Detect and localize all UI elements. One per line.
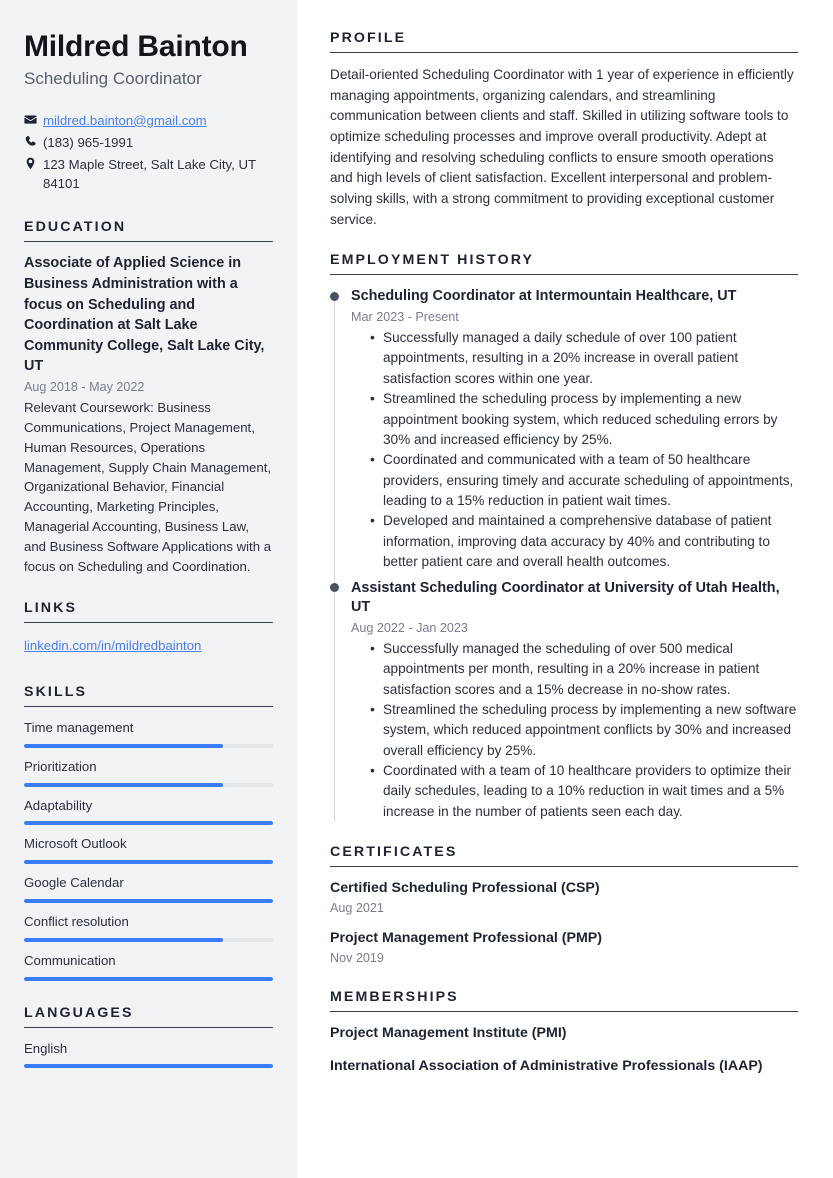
employment-timeline xyxy=(330,287,798,822)
list-item xyxy=(24,796,273,826)
section-divider xyxy=(330,274,798,275)
timeline-dot-icon xyxy=(330,292,339,301)
list-item: • Developed and maintained a comprehensive database of patient information, improving data accuracy by 40% and contributing to better patient care and overall health outcomes. xyxy=(370,511,798,572)
section-memberships xyxy=(330,989,798,1077)
contact-phone-text: (183) 965-1991 xyxy=(43,134,134,150)
employment-date: Mar 2023 - Present xyxy=(351,309,459,324)
employment-entry xyxy=(330,287,798,572)
employment-entry xyxy=(330,579,798,823)
section-skills-heading: SKILLS xyxy=(24,684,88,701)
phone-icon xyxy=(24,133,43,148)
skill-label: Google Calendar xyxy=(24,875,124,891)
skill-label: Conflict resolution xyxy=(24,914,129,930)
skill-level-bar xyxy=(24,938,273,942)
skill-level-fill xyxy=(24,938,223,942)
section-employment-history xyxy=(330,252,798,822)
skill-level-bar xyxy=(24,977,273,981)
list-item: • Successfully managed the scheduling of over 500 medical appointments per month, resulting in a 20% increase in patient satisfaction scores and a 15% decrease in no-show rates. xyxy=(370,639,798,700)
section-certificates-heading: CERTIFICATES xyxy=(330,844,458,861)
skill-level-fill xyxy=(24,821,273,825)
main-column xyxy=(297,0,833,1178)
education-description: Relevant Coursework: Business Communications, Project Management, Human Resources, Operations Management, Supply Chain Management, Organizational Behavior, Financial Accounting, Marketing Principles, Managerial Accounting, Business Law, and Business Software Applications with a focus on Scheduling and Coordination. xyxy=(24,400,272,574)
skill-level-bar xyxy=(24,744,273,748)
section-profile xyxy=(330,30,798,230)
list-item xyxy=(24,873,273,903)
contact-address xyxy=(24,155,273,193)
certificate-title: Project Management Professional (PMP) xyxy=(330,929,602,946)
email-icon xyxy=(24,111,43,126)
section-memberships-heading: MEMBERSHIPS xyxy=(330,989,459,1006)
employment-title: Assistant Scheduling Coordinator at University of Utah Health, UT xyxy=(351,579,780,616)
list-item xyxy=(24,951,273,981)
skill-label: Communication xyxy=(24,952,116,968)
section-languages xyxy=(24,1005,273,1069)
section-employment-heading: EMPLOYMENT HISTORY xyxy=(330,252,535,269)
section-divider xyxy=(24,1027,273,1028)
skill-level-fill xyxy=(24,899,273,903)
location-pin-icon xyxy=(24,155,43,170)
section-languages-heading: LANGUAGES xyxy=(24,1004,134,1021)
section-divider xyxy=(330,1011,798,1012)
section-links xyxy=(24,600,273,660)
list-item: • Streamlined the scheduling process by implementing a new software system, which reduced appointment conflicts by 30% and increased overall efficiency by 25%. xyxy=(370,700,798,761)
list-item xyxy=(24,912,273,942)
language-label: English xyxy=(24,1040,68,1056)
list-item xyxy=(330,879,798,918)
list-item: • Streamlined the scheduling process by implementing a new appointment booking system, which reduced scheduling errors by 30% and increased efficiency by 25%. xyxy=(370,389,798,450)
section-skills xyxy=(24,684,273,981)
list-item: International Association of Administrative Professionals (IAAP) xyxy=(330,1058,763,1075)
skill-level-bar xyxy=(24,899,273,903)
profile-text: Detail-oriented Scheduling Coordinator with 1 year of experience in efficiently managing appointments, organizing calendars, and streamlining communication between clients and staff. Skilled in utilizing software tools to optimize scheduling processes and improve overall productivity. Adept at identifying and resolving scheduling conflicts to ensure smooth operations and high levels of client satisfaction. Excellent interpersonal and problem-solving skills, with a strong commitment to providing exceptional customer service. xyxy=(330,67,794,227)
sidebar xyxy=(0,0,297,1178)
language-level-bar xyxy=(24,1064,273,1068)
contact-list xyxy=(24,111,273,194)
contact-address-text: 123 Maple Street, Salt Lake City, UT 84101 xyxy=(43,157,256,192)
language-level-fill xyxy=(24,1064,273,1068)
skill-label: Microsoft Outlook xyxy=(24,836,127,852)
contact-email-text[interactable]: mildred.bainton@gmail.com xyxy=(43,112,207,128)
timeline-dot-icon xyxy=(330,583,339,592)
list-item xyxy=(24,834,273,864)
skill-level-fill xyxy=(24,860,273,864)
list-item: Project Management Institute (PMI) xyxy=(330,1025,567,1042)
section-divider xyxy=(24,706,273,707)
education-degree: Associate of Applied Science in Business Administration with a focus on Scheduling and Coordination at Salt Lake Community College, Salt Lake City, UT xyxy=(24,255,265,375)
list-item xyxy=(24,1039,273,1069)
skill-level-bar xyxy=(24,783,273,787)
list-item: • Coordinated and communicated with a team of 50 healthcare providers, ensuring timely and accurate scheduling of appointments, leading to a 15% reduction in patient wait times. xyxy=(370,450,798,511)
certificate-title: Certified Scheduling Professional (CSP) xyxy=(330,880,600,897)
contact-phone xyxy=(24,133,273,152)
certificate-date: Aug 2021 xyxy=(330,901,384,916)
section-divider xyxy=(330,52,798,53)
skill-level-fill xyxy=(24,744,223,748)
list-item xyxy=(24,718,273,748)
linkedin-link[interactable]: linkedin.com/in/mildredbainton xyxy=(24,638,202,654)
section-profile-heading: PROFILE xyxy=(330,30,407,46)
list-item: • Coordinated with a team of 10 healthcare providers to optimize their daily schedules, leading to a 10% reduction in wait times and a 5% increase in the number of patients seen each day. xyxy=(370,761,798,822)
candidate-name: Mildred Bainton xyxy=(24,30,248,63)
employment-date: Aug 2022 - Jan 2023 xyxy=(351,620,468,635)
skill-level-fill xyxy=(24,977,273,981)
list-item[interactable] xyxy=(24,634,273,660)
section-divider xyxy=(330,866,798,867)
skill-label: Adaptability xyxy=(24,797,93,813)
skill-level-fill xyxy=(24,783,223,787)
skill-label: Time management xyxy=(24,720,134,736)
list-item xyxy=(330,929,798,968)
contact-email[interactable] xyxy=(24,111,273,130)
skill-level-bar xyxy=(24,821,273,825)
employment-bullets xyxy=(351,639,798,823)
education-date: Aug 2018 - May 2022 xyxy=(24,379,145,394)
section-divider xyxy=(24,622,273,623)
section-certificates xyxy=(330,844,798,967)
certificate-date: Nov 2019 xyxy=(330,950,384,965)
section-education xyxy=(24,219,273,576)
employment-bullets xyxy=(351,328,798,573)
section-divider xyxy=(24,241,273,242)
skill-label: Prioritization xyxy=(24,758,97,774)
employment-title: Scheduling Coordinator at Intermountain Healthcare, UT xyxy=(351,288,737,305)
section-education-heading: EDUCATION xyxy=(24,219,127,236)
section-links-heading: LINKS xyxy=(24,600,78,617)
list-item xyxy=(24,757,273,787)
candidate-job-title: Scheduling Coordinator xyxy=(24,68,202,88)
list-item: • Successfully managed a daily schedule of over 100 patient appointments, resulting in a 20% increase in overall patient satisfaction scores within one year. xyxy=(370,328,798,389)
skill-level-bar xyxy=(24,860,273,864)
